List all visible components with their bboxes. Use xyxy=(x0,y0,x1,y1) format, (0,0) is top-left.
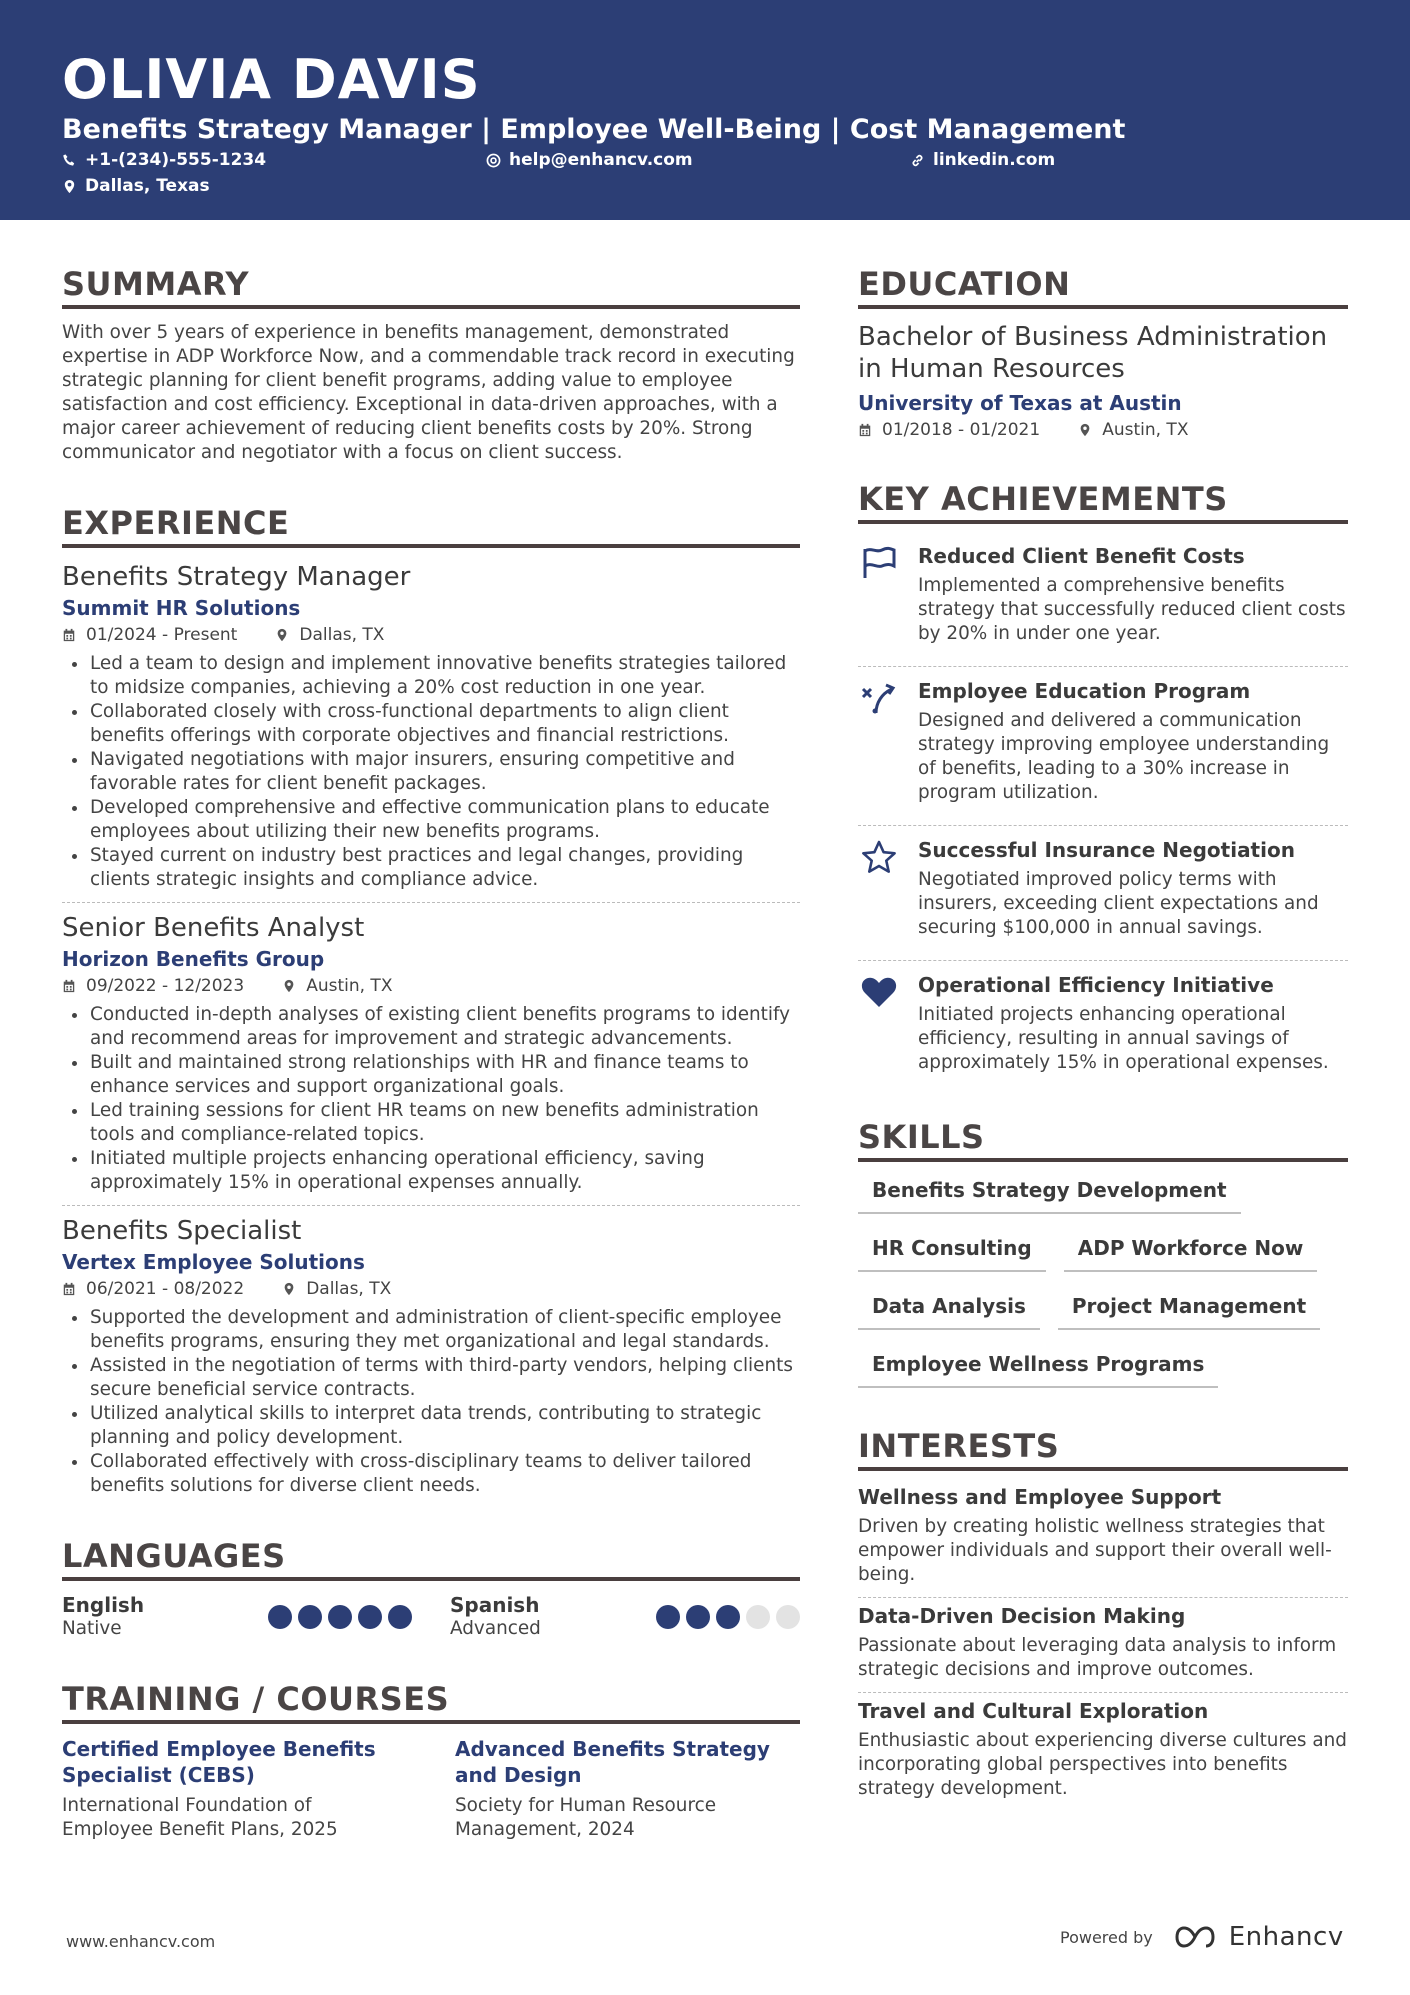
resume-header xyxy=(0,0,1410,220)
training-heading: TRAINING / COURSES xyxy=(62,1681,800,1724)
heart-icon xyxy=(860,975,898,1009)
bullet-item: Assisted in the negotiation of terms with third-party vendors, helping clients secure beneficial service contracts. xyxy=(62,1354,800,1402)
enhancv-logo-icon xyxy=(1175,1924,1221,1950)
rating-dot xyxy=(268,1605,292,1629)
language-name: Spanish xyxy=(450,1593,540,1617)
language-level: Native xyxy=(62,1618,122,1639)
course-list xyxy=(62,1736,800,1842)
location-pin-icon xyxy=(282,1282,296,1296)
rating-dot xyxy=(656,1605,680,1629)
course-provider: International Foundation of Employee Benefit Plans, 2025 xyxy=(62,1795,338,1840)
job-bullets xyxy=(62,1306,800,1498)
bullet-item: Collaborated effectively with cross-disciplinary teams to deliver tailored benefits solutions for diverse client needs. xyxy=(62,1450,800,1498)
achievement-title: Employee Education Program xyxy=(918,679,1251,703)
strategy-icon xyxy=(860,681,898,715)
powered-by-text: Powered by xyxy=(1060,1927,1153,1947)
rating-dot xyxy=(388,1605,412,1629)
experience-entry xyxy=(62,560,800,892)
skill-list xyxy=(858,1174,1348,1388)
achievement-desc: Negotiated improved policy terms with insurers, exceeding client expectations and securing $100,000 in annual savings. xyxy=(918,869,1319,938)
link-icon xyxy=(910,153,925,168)
degree-title: Bachelor of Business Administration in Human Resources xyxy=(858,322,1328,384)
rating-dot xyxy=(716,1605,740,1629)
bullet-item: Collaborated closely with cross-functional departments to align client benefits offerings with corporate objectives and financial restrictions. xyxy=(62,700,800,748)
email-contact[interactable] xyxy=(486,150,693,170)
calendar-icon xyxy=(62,628,76,642)
achievements-heading: KEY ACHIEVEMENTS xyxy=(858,481,1348,524)
job-dates: 01/2024 - Present xyxy=(86,625,238,645)
experience-entry xyxy=(62,911,800,1195)
email-text: help@enhancv.com xyxy=(509,150,693,170)
achievement-item xyxy=(858,671,1348,815)
interest-title: Data-Driven Decision Making xyxy=(858,1604,1186,1628)
job-title: Benefits Strategy Manager xyxy=(62,562,411,592)
headline: Benefits Strategy Manager | Employee Well-Being | Cost Management xyxy=(62,114,1126,145)
achievement-item xyxy=(858,536,1348,656)
interest-desc: Passionate about leveraging data analysis to inform strategic decisions and improve outcomes. xyxy=(858,1635,1337,1680)
skill-tag: Project Management xyxy=(1058,1290,1320,1330)
interest-item xyxy=(858,1697,1348,1801)
brand-name: Enhancv xyxy=(1228,1922,1344,1952)
rating-dot xyxy=(298,1605,322,1629)
divider xyxy=(858,1597,1348,1598)
company-name: Summit HR Solutions xyxy=(62,596,301,620)
location-pin-icon xyxy=(275,628,289,642)
rating-dot xyxy=(776,1605,800,1629)
interest-desc: Enthusiastic about experiencing diverse cultures and incorporating global perspectives into benefits strategy development. xyxy=(858,1730,1347,1799)
divider xyxy=(858,666,1348,667)
summary-section xyxy=(62,266,800,465)
languages-heading: LANGUAGES xyxy=(62,1538,800,1581)
company-name: Vertex Employee Solutions xyxy=(62,1250,365,1274)
job-meta xyxy=(62,973,800,999)
achievements-section xyxy=(858,481,1348,1085)
job-meta xyxy=(62,1276,800,1302)
brand-logo[interactable] xyxy=(1175,1922,1344,1952)
education-location: Austin, TX xyxy=(1102,420,1189,440)
bullet-item: Stayed current on industry best practices and legal changes, providing clients strategic insights and compliance advice. xyxy=(62,844,800,892)
phone-contact[interactable] xyxy=(62,150,266,170)
footer-website[interactable]: www.enhancv.com xyxy=(66,1932,216,1951)
bullet-item: Built and maintained strong relationships with HR and finance teams to enhance services and support organizational goals. xyxy=(62,1051,800,1099)
linkedin-text: linkedin.com xyxy=(933,150,1056,170)
languages-section xyxy=(62,1538,800,1641)
divider xyxy=(858,1692,1348,1693)
interest-desc: Driven by creating holistic wellness strategies that empower individuals and support their overall well-being. xyxy=(858,1516,1332,1585)
job-bullets xyxy=(62,652,800,892)
course-title: Advanced Benefits Strategy and Design xyxy=(455,1737,770,1787)
interests-section xyxy=(858,1428,1348,1801)
left-column xyxy=(62,266,800,1842)
divider xyxy=(858,960,1348,961)
language-rating xyxy=(656,1605,800,1629)
achievement-desc: Implemented a comprehensive benefits strategy that successfully reduced client costs by 20% in under one year. xyxy=(918,575,1346,644)
bullet-item: Utilized analytical skills to interpret data trends, contributing to strategic planning and policy development. xyxy=(62,1402,800,1450)
summary-heading: SUMMARY xyxy=(62,266,800,309)
language-rating xyxy=(268,1605,412,1629)
linkedin-contact[interactable] xyxy=(910,150,1055,170)
experience-heading: EXPERIENCE xyxy=(62,505,800,548)
job-title: Benefits Specialist xyxy=(62,1216,302,1246)
achievement-title: Operational Efficiency Initiative xyxy=(918,973,1274,997)
achievement-title: Successful Insurance Negotiation xyxy=(918,838,1295,862)
bullet-item: Conducted in-depth analyses of existing client benefits programs to identify and recommend areas for improvement and strategic advancements. xyxy=(62,1003,800,1051)
achievement-title: Reduced Client Benefit Costs xyxy=(918,544,1245,568)
skill-tag: Data Analysis xyxy=(858,1290,1040,1330)
course-item xyxy=(62,1736,407,1842)
skill-tag: Benefits Strategy Development xyxy=(858,1174,1241,1214)
education-section xyxy=(858,266,1348,443)
footer-branding xyxy=(1060,1922,1344,1952)
bullet-item: Initiated multiple projects enhancing operational efficiency, saving approximately 15% in operational expenses annually. xyxy=(62,1147,800,1195)
calendar-icon xyxy=(62,979,76,993)
job-meta xyxy=(62,622,800,648)
course-item xyxy=(455,1736,800,1842)
divider xyxy=(62,902,800,903)
interest-title: Travel and Cultural Exploration xyxy=(858,1699,1209,1723)
calendar-icon xyxy=(858,423,872,437)
job-title: Senior Benefits Analyst xyxy=(62,913,365,943)
experience-entry xyxy=(62,1214,800,1498)
education-heading: EDUCATION xyxy=(858,266,1348,309)
flag-icon xyxy=(860,546,898,580)
job-dates: 09/2022 - 12/2023 xyxy=(86,976,245,996)
experience-section xyxy=(62,505,800,1498)
bullet-item: Developed comprehensive and effective communication plans to educate employees about utilizing their new benefits programs. xyxy=(62,796,800,844)
rating-dot xyxy=(328,1605,352,1629)
phone-icon xyxy=(62,153,77,168)
skill-tag: ADP Workforce Now xyxy=(1064,1232,1318,1272)
language-level: Advanced xyxy=(450,1618,541,1639)
achievement-desc: Initiated projects enhancing operational efficiency, resulting in annual savings of approximately 15% in operational expenses. xyxy=(918,1004,1329,1073)
course-title: Certified Employee Benefits Specialist (CEBS) xyxy=(62,1737,376,1787)
location-pin-icon xyxy=(62,179,77,194)
interest-item xyxy=(858,1483,1348,1587)
training-section xyxy=(62,1681,800,1842)
right-column xyxy=(858,266,1348,1801)
course-provider: Society for Human Resource Management, 2024 xyxy=(455,1795,717,1840)
language-name: English xyxy=(62,1593,145,1617)
bullet-item: Supported the development and administration of client-specific employee benefits programs, ensuring they met organizational and legal standards. xyxy=(62,1306,800,1354)
education-dates: 01/2018 - 01/2021 xyxy=(882,420,1041,440)
calendar-icon xyxy=(62,1282,76,1296)
bullet-item: Led a team to design and implement innovative benefits strategies tailored to midsize companies, achieving a 20% cost reduction in one year. xyxy=(62,652,800,700)
skill-tag: HR Consulting xyxy=(858,1232,1046,1272)
at-icon xyxy=(486,153,501,168)
star-icon xyxy=(860,840,898,874)
candidate-name: OLIVIA DAVIS xyxy=(62,48,481,111)
divider xyxy=(858,825,1348,826)
interest-title: Wellness and Employee Support xyxy=(858,1485,1222,1509)
skill-tag: Employee Wellness Programs xyxy=(858,1348,1218,1388)
rating-dot xyxy=(686,1605,710,1629)
job-dates: 06/2021 - 08/2022 xyxy=(86,1279,245,1299)
divider xyxy=(62,1205,800,1206)
bullet-item: Led training sessions for client HR teams on new benefits administration tools and compliance-related topics. xyxy=(62,1099,800,1147)
summary-text: With over 5 years of experience in benefits management, demonstrated expertise in ADP Workforce Now, and a commendable track record in executing strategic planning for client benefit programs, adding value to employee satisfaction and cost efficiency. Exceptional in data-driven approaches, with a major career achievement of reducing client benefits costs by 20%. Strong communicator and negotiator with a focus on client success. xyxy=(62,322,795,463)
language-list xyxy=(62,1593,800,1641)
bullet-item: Navigated negotiations with major insurers, ensuring competitive and favorable rates for client benefit packages. xyxy=(62,748,800,796)
achievement-item xyxy=(858,965,1348,1085)
location-contact xyxy=(62,176,210,196)
rating-dot xyxy=(358,1605,382,1629)
language-item xyxy=(62,1593,412,1641)
company-name: Horizon Benefits Group xyxy=(62,947,325,971)
achievement-item xyxy=(858,830,1348,950)
achievement-desc: Designed and delivered a communication strategy improving employee understanding of benefits, leading to a 30% increase in program utilization. xyxy=(918,710,1330,803)
interest-item xyxy=(858,1602,1348,1682)
location-text: Dallas, Texas xyxy=(85,176,210,196)
education-meta xyxy=(858,417,1348,443)
job-location: Dallas, TX xyxy=(299,625,385,645)
location-pin-icon xyxy=(282,979,296,993)
skills-heading: SKILLS xyxy=(858,1119,1348,1162)
rating-dot xyxy=(746,1605,770,1629)
language-item xyxy=(450,1593,800,1641)
location-pin-icon xyxy=(1078,423,1092,437)
job-location: Dallas, TX xyxy=(306,1279,392,1299)
phone-text: +1-(234)-555-1234 xyxy=(85,150,267,170)
skills-section xyxy=(858,1119,1348,1388)
interests-heading: INTERESTS xyxy=(858,1428,1348,1471)
job-bullets xyxy=(62,1003,800,1195)
school-name: University of Texas at Austin xyxy=(858,391,1182,415)
job-location: Austin, TX xyxy=(306,976,393,996)
